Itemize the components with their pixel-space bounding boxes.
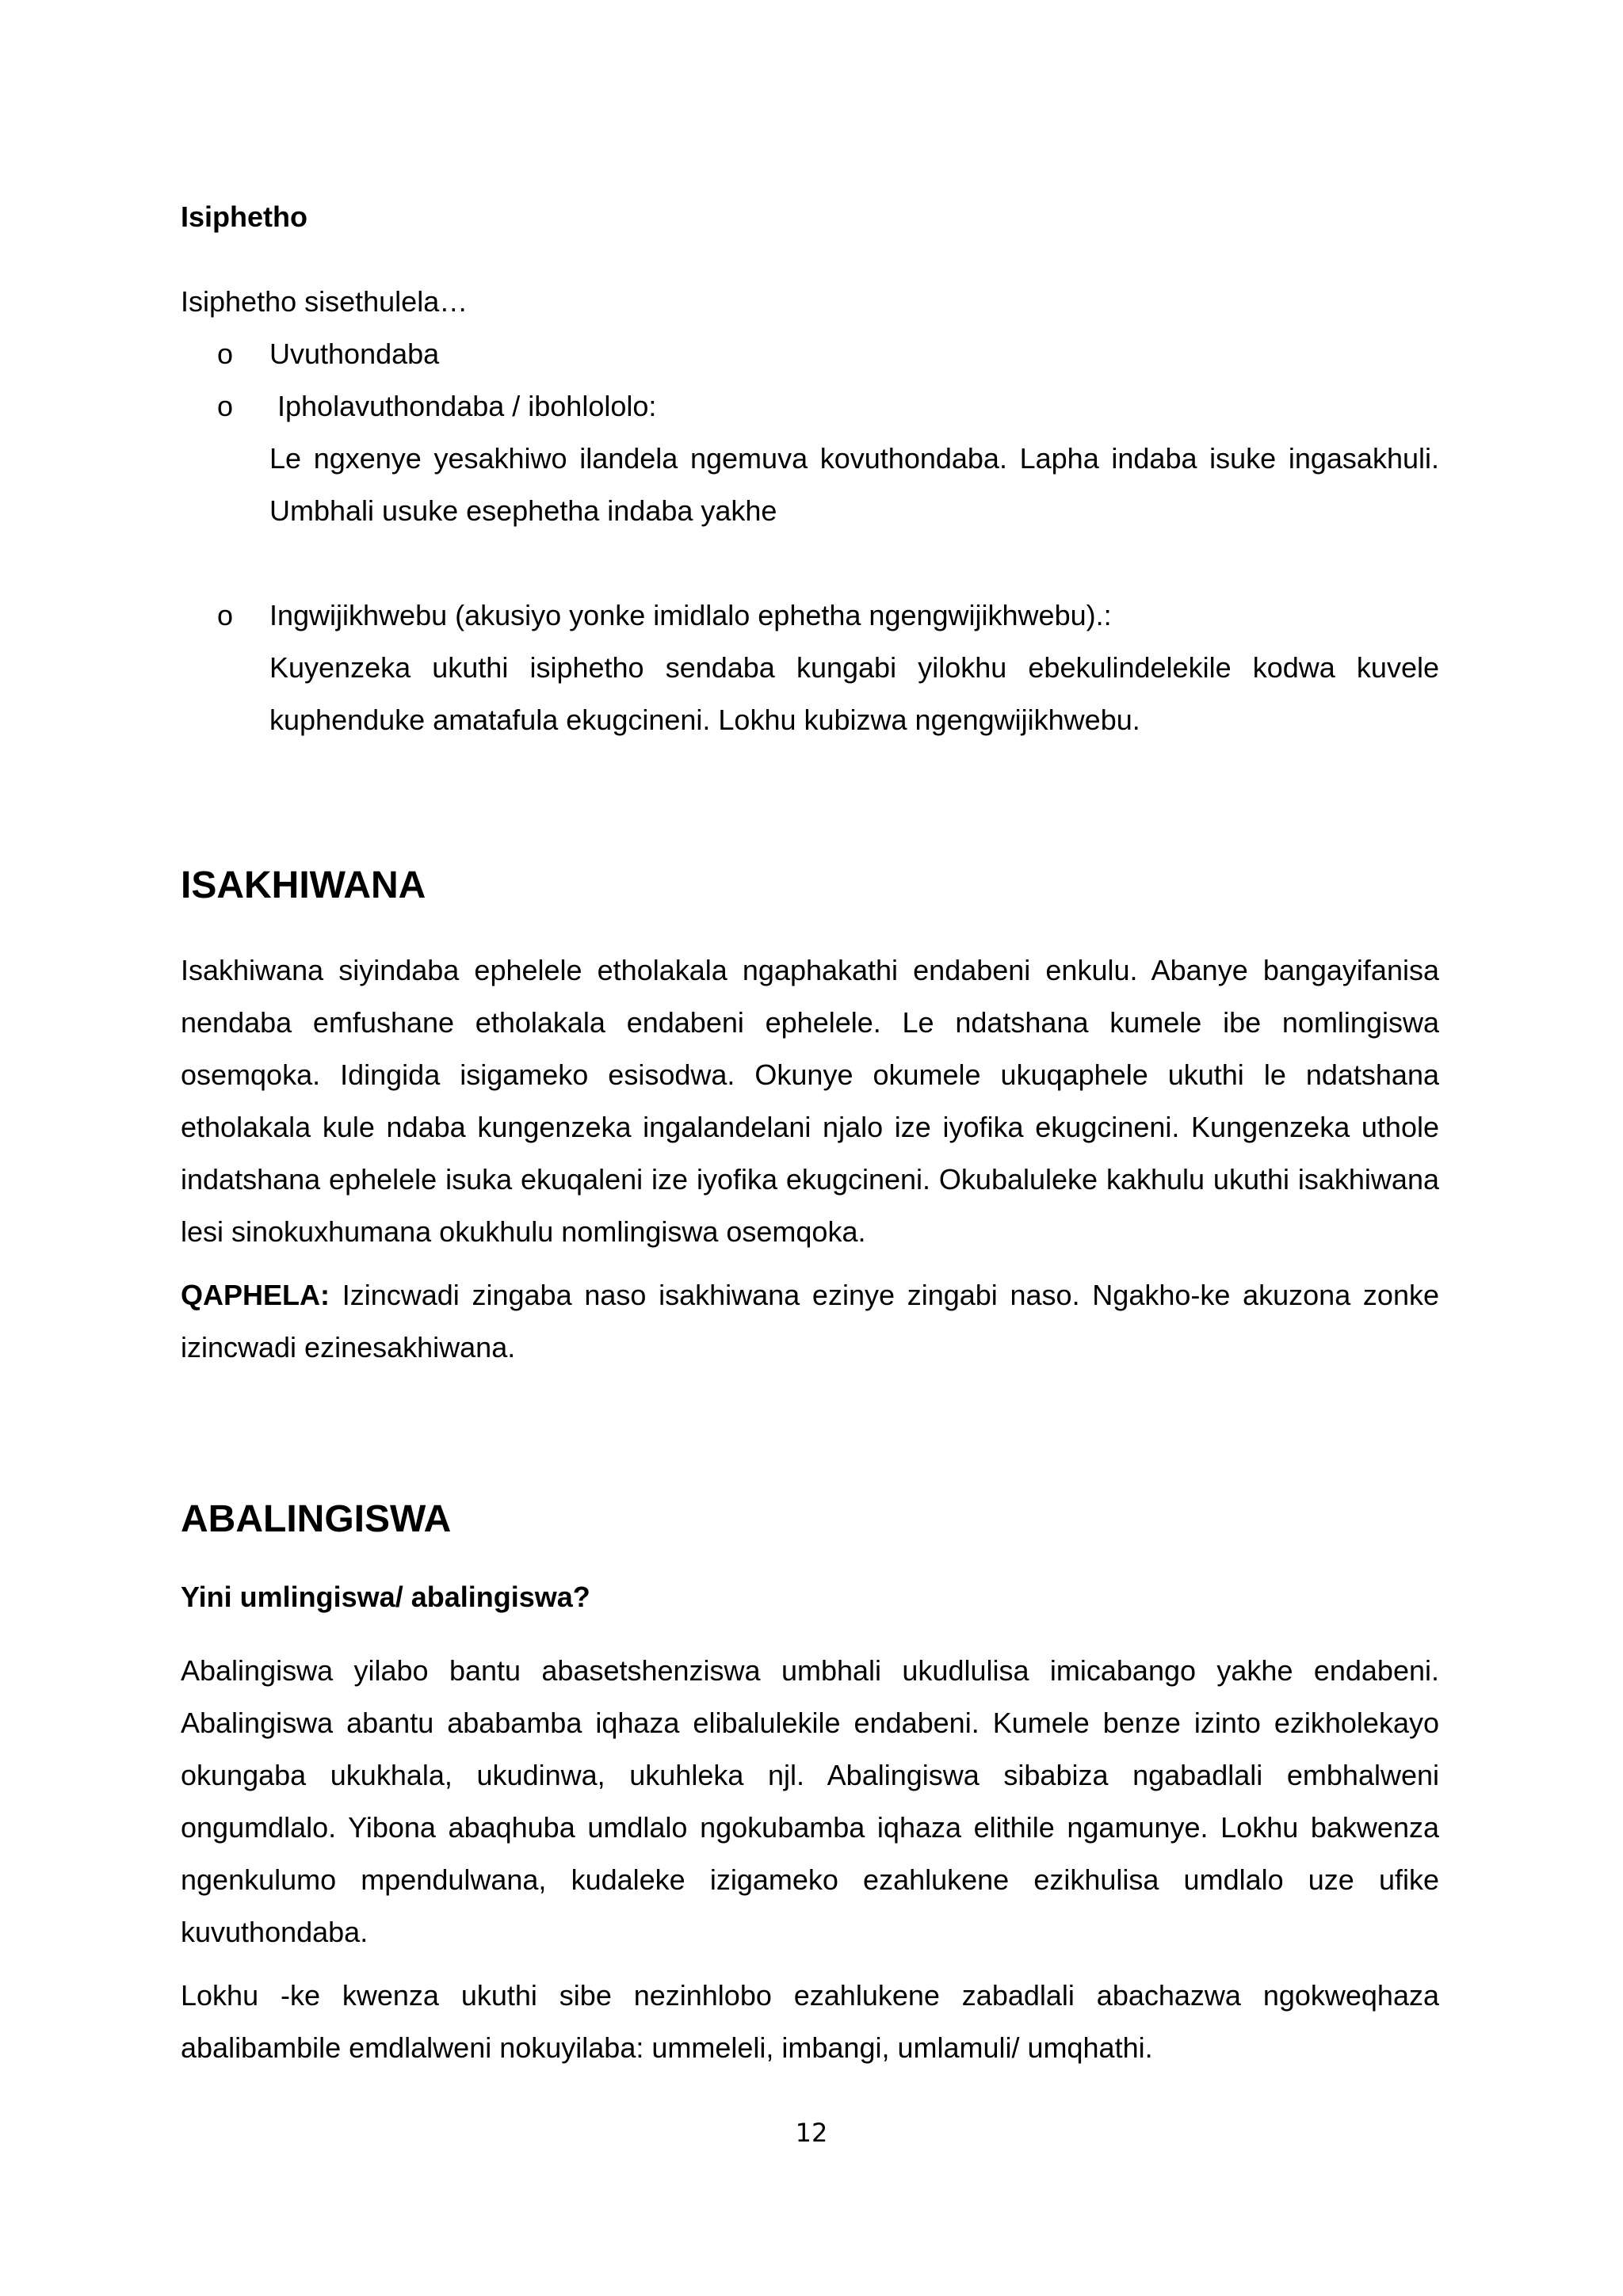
page-number: 12 [795,2118,828,2148]
list-item [181,589,1439,746]
abalingiswa-paragraph-1: Abalingiswa yilabo bantu abasetshenziswa umbhali ukudlulisa imicabango yakhe endabeni. Abalingiswa abantu ababamba iqhaza elibalulekile endabeni. Kumele benze izinto ezikholekayo okungaba ukukhala, ukudinwa, ukuhleka njl. Abalingiswa sibabiza ngabadlali embhalweni ongumdlalo. Yibona abaqhuba umdlalo ngokubamba iqhaza elithile ngamunye. Lokhu bakwenza ngenkulumo mpendulwana, kudaleke izigameko ezahlukene ezikhulisa umdlalo uze ufike kuvuthondaba. [181,1654,1439,1948]
list-item [181,328,1439,380]
list-item [181,380,1439,537]
isakhiwana-note [181,1269,1439,1374]
section-title-isiphetho: Isiphetho [181,200,307,233]
note-label: QAPHELA: [181,1279,330,1311]
list-item-body: Le ngxenye yesakhiwo ilandela ngemuva kovuthondaba. Lapha indaba isuke ingasakhuli. Umbhali usuke esephetha indaba yakhe [269,442,1439,527]
isiphetho-intro: Isiphetho sisethulela… [181,285,468,318]
isiphetho-list [181,328,1439,746]
list-item-label: Ipholavuthondaba / ibohlololo: [269,390,657,422]
bullet-marker: o [217,338,234,370]
section-title-abalingiswa: ABALINGISWA [181,1498,452,1540]
bullet-marker: o [217,390,234,422]
section-title-isakhiwana: ISAKHIWANA [181,864,426,906]
isakhiwana-paragraph: Isakhiwana siyindaba ephelele etholakala ngaphakathi endabeni enkulu. Abanye bangayifanisa nendaba emfushane etholakala endabeni ephelele. Le ndatshana kumele ibe nomlingiswa osemqoka. Idingida isigameko esisodwa. Okunye okumele ukuqaphele ukuthi le ndatshana etholakala kule ndaba kungenzeka ingalandelani njalo ize iyofika ekugcineni. Kungenzeka uthole indatshana ephelele isuka ekuqaleni ize iyofika ekugcineni. Okubaluleke kakhulu ukuthi isakhiwana lesi sinokuxhumana okukhulu nomlingiswa osemqoka. [181,954,1439,1248]
abalingiswa-question: Yini umlingiswa/ abalingiswa? [181,1581,590,1613]
bullet-marker: o [217,599,234,631]
list-item-body: Kuyenzeka ukuthi isiphetho sendaba kungabi yilokhu ebekulindelekile kodwa kuvele kuphenduke amatafula ekugcineni. Lokhu kubizwa ngengwijikhwebu. [269,651,1439,736]
note-text: Izincwadi zingaba naso isakhiwana ezinye zingabi naso. Ngakho-ke akuzona zonke izincwadi ezinesakhiwana. [181,1279,1439,1363]
list-item-label: Uvuthondaba [269,338,440,370]
page-content [181,196,1439,2074]
abalingiswa-paragraph-2: Lokhu -ke kwenza ukuthi sibe nezinhlobo ezahlukene zabadlali abachazwa ngokweqhaza abalibambile emdlalweni nokuyilaba: ummeleli, imbangi, umlamuli/ umqhathi. [181,1979,1439,2064]
list-item-label: Ingwijikhwebu (akusiyo yonke imidlalo ephetha ngengwijikhwebu).: [269,599,1112,631]
